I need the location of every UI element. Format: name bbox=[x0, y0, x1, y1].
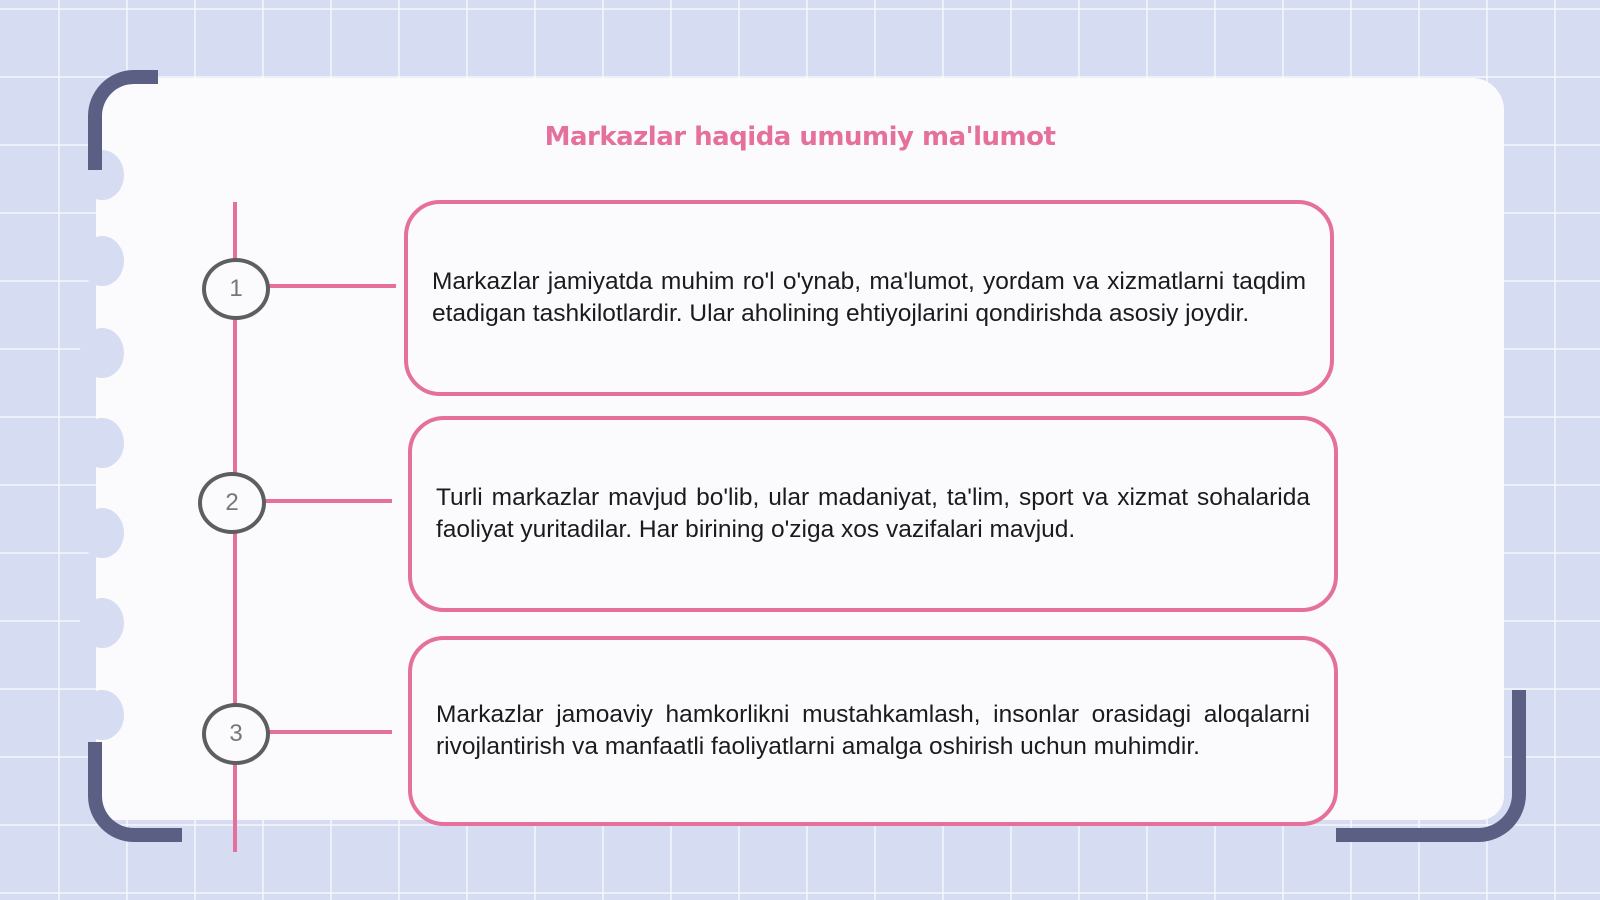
card-edge-notch bbox=[80, 328, 124, 378]
frame-corner-top-left bbox=[88, 70, 158, 170]
slide-title: Markazlar haqida umumiy ma'lumot bbox=[544, 122, 1056, 152]
frame-corner-bottom-left bbox=[88, 742, 182, 842]
step-1-connector bbox=[266, 284, 396, 288]
step-2-number: 2 bbox=[198, 472, 266, 534]
step-3-connector bbox=[266, 730, 392, 734]
step-2-connector bbox=[262, 499, 392, 503]
card-edge-notch bbox=[80, 418, 124, 468]
card-edge-notch bbox=[80, 508, 124, 558]
step-3-text: Markazlar jamoaviy hamkorlikni mustahkamlash, insonlar orasidagi aloqalarni rivojlantirish va manfaatli faoliyatlarni amalga oshirish uchun muhimdir. bbox=[436, 701, 1310, 760]
card-edge-notch bbox=[80, 690, 124, 740]
step-3-number: 3 bbox=[202, 703, 270, 765]
frame-corner-bottom-right bbox=[1336, 690, 1526, 842]
step-2-box bbox=[408, 416, 1338, 612]
card-edge-notch bbox=[80, 598, 124, 648]
card-edge-notch bbox=[80, 236, 124, 286]
step-3-box bbox=[408, 636, 1338, 826]
step-1-box bbox=[404, 200, 1334, 396]
step-2-text: Turli markazlar mavjud bo'lib, ular madaniyat, ta'lim, sport va xizmat sohalarida faoliyat yuritadilar. Har birining o'ziga xos vazifalari mavjud. bbox=[436, 484, 1310, 543]
step-1-text: Markazlar jamiyatda muhim ro'l o'ynab, ma'lumot, yordam va xizmatlarni taqdim etadigan tashkilotlardir. Ular aholining ehtiyojlarini qondirishda asosiy joydir. bbox=[432, 268, 1306, 327]
step-1-number: 1 bbox=[202, 258, 270, 320]
